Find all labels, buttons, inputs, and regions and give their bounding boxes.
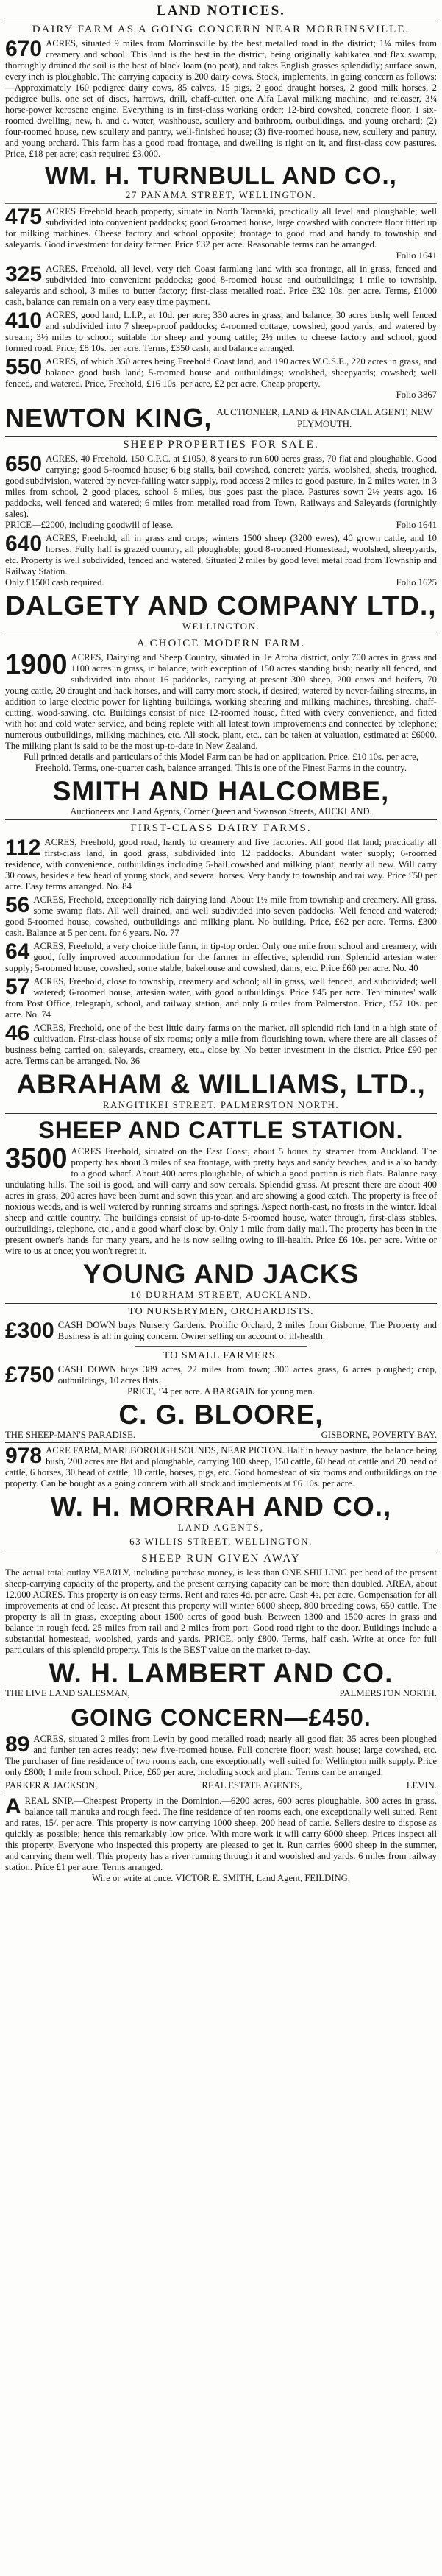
newton-king-banner	[5, 403, 437, 434]
firm-name-smith-halcombe: SMITH AND HALCOMBE,	[52, 776, 390, 806]
ad-670-acres	[5, 38, 437, 160]
ad-lead-number: 46	[5, 1021, 30, 1045]
firm-desc-parker: REAL ESTATE AGENTS,	[202, 1780, 302, 1790]
section-heading-small-farmers: TO SMALL FARMERS.	[163, 1350, 279, 1361]
ad-1900-acres	[5, 649, 437, 774]
ad-475-acres	[5, 206, 437, 261]
cash-required: Only £1500 cash required.	[5, 577, 104, 587]
ad-body: ACRES Freehold, situated on the East Coast, about 5 hours by steamer from Auckland. The property has about 3 miles of sea frontage, with pretty bays and sandy beaches, and is also handy to a good wharf. About 400 acres ploughable, of which a good portion is rich flats. Balance easy undulating hills. The soil is good, and will carry and sow cereals. Splendid grass. At present there are about 400 acres in grass, 200 acres have been burnt and sown this year, and are showing a good catch. The property is free of noxious weeds, and is well watered by running streams and springs. Aspect north-east, no frosts in the winter. Ideal sheep and cattle country. The buildings consist of up-to-date 5-roomed house, water through, first-class stables, outbuildings, telephone, etc., and a good wharf close by. Only 1 mile from daily mail. The property has been in the present owner's hands for many years, and he is now selling owing to ill-health. Price £6 10s. per acre. Write or wire to us at once; you won't regret it.	[5, 1146, 437, 1256]
ad-body: ACRE FARM, MARLBOROUGH SOUNDS, NEAR PICTON. Half in heavy pasture, the balance being bush, 200 acres are flat and ploughable, carrying 100 sheep, 150 cattle, 60 head of cattle and 20 head of cattle, 6 horses, 30 head of cattle, 10 cattle, horses, pigs, etc. Good homestead of six rooms and outbuildings on the property. Can be bought as a going concern with all stock and implements at £6 10s. per acre.	[5, 1445, 437, 1489]
firm-address-turnbull: 27 PANAMA STREET, WELLINGTON.	[125, 189, 317, 200]
price-line: PRICE—£2000, including goodwill of lease.	[5, 520, 174, 530]
firm-name-morrah: W. H. MORRAH AND CO.,	[50, 1492, 392, 1522]
ad-89-acres	[5, 1734, 437, 1778]
section-heading-sheep-run: SHEEP RUN GIVEN AWAY	[141, 1553, 301, 1564]
ad-410-acres	[5, 310, 437, 354]
ad-body: ACRES, Freehold, all in grass and crops; winters 1500 sheep (3200 ewes), 40 grown cattle, and 10 horses. Fully half is grazed country, all ploughable; good 8-roomed Homestead, woolshed, sheepyards, etc. Property is well subdivided, fenced and watered. Situated 2 miles by good level metal road from Township and Railway Station.	[5, 533, 437, 576]
ad-real-snip	[5, 1796, 437, 1884]
ad-lead-number: 112	[5, 836, 41, 860]
ad-640-acres	[5, 533, 437, 588]
ad-325-acres	[5, 264, 437, 308]
ad-lead-number: 650	[5, 452, 43, 476]
firm-location-lambert: PALMERSTON NORTH.	[339, 1688, 437, 1698]
contact-line: Wire or write at once. VICTOR E. SMITH, Land Agent, FEILDING.	[91, 1873, 351, 1883]
ad-lead-number: 3500	[5, 1143, 68, 1174]
price-line: PRICE, £4 per acre. A BARGAIN for young men.	[127, 1386, 315, 1397]
firm-name-turnbull: WM. H. TURNBULL AND CO.,	[45, 162, 397, 189]
ad-46-acres	[5, 1023, 437, 1067]
title-sheep-cattle-station: SHEEP AND CATTLE STATION.	[38, 1117, 404, 1143]
ad-lead-number: 325	[5, 262, 43, 286]
ad-112-acres	[5, 837, 437, 892]
ad-sheep-run	[5, 1567, 437, 1656]
ad-body: ACRES, Freehold, one of the best little dairy farms on the market, all splendid rich land in a high state of cultivation. First-class house of six rooms; only a mile from flourishing town, where there are all classes of business being carried on; saleyards, creamery, etc., close by. No better investment in the district. Price £90 per acre. Terms can be arranged. No. 36	[5, 1023, 437, 1066]
ad-body: ACRES, Freehold, a very choice little farm, in tip-top order. Only one mile from school and creamery, with good, fully improved accommodation for the farmer in effective, splendid run. Splendid artesian water supply; 5-roomed house, cowshed, some stable, bakehouse and cowshed, dams, etc. Price £60 per acre. No. 40	[5, 941, 437, 973]
parker-footer	[5, 1780, 437, 1791]
ad-body: ACRES, situated 2 miles from Levin by good metalled road; nearly all good flat; 35 acres been ploughed and further ten acres ready; new five-roomed house. Full concrete floor; wash house; large cowshed, etc. The purchaser of fine residence of two rooms each, one exceptionally well suited for Wellington milk supply. Price only £800; 1 mile from school. Price, £60 per acre, including stock and plant. Terms can be arranged.	[5, 1734, 437, 1777]
folio-number: Folio 1641	[396, 520, 437, 530]
firm-location-bloore: GISBORNE, POVERTY BAY.	[321, 1430, 437, 1440]
ad-lead-number: 410	[5, 308, 43, 333]
ad-body: REAL SNIP.—Cheapest Property in the Dominion.—6200 acres, 600 acres ploughable, 300 acres in grass, balance tall manuka and rough feed. The fine residence of ten rooms each, one exceptionally well suited. Rent and rates, 15/. per acre. This property is now carrying 1000 sheep, 200 head of cattle. Sellers desire to dispose as quickly as possible; hence this remarkably low price. With more work it will carry 6000 sheep. Prices inspect all this property. Everyone who inspected this property are pleased to get it. Run carries 6000 sheep in the summer, and carrying them well. This property has a river running through it and woolshed and yards. 6 miles from railway station. Price £1 per acre. Terms arranged.	[5, 1796, 437, 1872]
ad-body: ACRES, good land, L.I.P., at 10d. per acre; 330 acres in grass, and balance, 30 acres bush; well fenced and subdivided into 7 sheep-proof paddocks; 4-roomed cottage, cowshed, good yards, and watered by stream; 3½ miles to school; suitable for sheep and young cattle; 2½ miles to cheese factory and school, good formed road. Price, £8 10s. per acre. Terms, £350 cash, and balance arranged.	[5, 310, 437, 353]
ad-lead-letter: A	[5, 1794, 21, 1818]
ad-body: CASH DOWN buys 389 acres, 22 miles from town; 300 acres grass, 6 acres ploughed; crop, outbuildings, 10 acres flats.	[57, 1364, 437, 1386]
ad-body: ACRES, of which 350 acres being Freehold Coast land, and 190 acres W.C.S.E., 220 acres in grass, and balance good bush land; 5-roomed house and outbuildings; woolshed, sheepyards; cowshed; well fenced, and watered. Price, Freehold, £16 10s. per acre, £2 per acre. Cheap property.	[5, 356, 437, 389]
ad-64-acres	[5, 941, 437, 974]
firm-sub-smith-halcombe: Auctioneers and Land Agents, Corner Queen and Swanson Streets, AUCKLAND.	[70, 806, 372, 816]
ad-lead-number: 640	[5, 532, 43, 556]
bloore-footer	[5, 1430, 437, 1441]
ad-body: CASH DOWN buys Nursery Gardens. Prolific Orchard, 2 miles from Gisborne. The Property and Business is all in going concern. Owner selling on account of ill-health.	[57, 1320, 437, 1341]
ad-56-acres	[5, 894, 437, 939]
ad-lead-number: 550	[5, 355, 43, 379]
ad-978-acre-farm	[5, 1445, 437, 1489]
firm-name-parker: PARKER & JACKSON,	[5, 1780, 98, 1790]
divider	[5, 203, 437, 204]
ad-550-acres	[5, 356, 437, 400]
ad-750-cash	[5, 1364, 437, 1397]
section-heading-dairy-farms: FIRST-CLASS DAIRY FARMS.	[130, 822, 312, 834]
ad-lead-number: 64	[5, 939, 30, 964]
ad-lead-number: 57	[5, 975, 30, 999]
firm-address-young-jacks: 10 DURHAM STREET, AUCKLAND.	[130, 1289, 312, 1300]
ad-lead-number: 475	[5, 205, 43, 229]
folio-number: Folio 1625	[396, 577, 437, 587]
firm-name-bloore: C. G. BLOORE,	[118, 1400, 324, 1430]
title-going-concern: GOING CONCERN—£450.	[71, 1704, 371, 1731]
firm-name-dalgety: DALGETY AND COMPANY LTD.,	[5, 590, 437, 621]
section-heading-sheep-properties: SHEEP PROPERTIES FOR SALE.	[123, 439, 319, 451]
ad-lead-number: 978	[5, 1444, 43, 1468]
firm-sub-morrah: LAND AGENTS,	[177, 1522, 265, 1533]
ad-body: ACRES, Freehold, exceptionally rich dairying land. About 1½ mile from township and creamery. All grass, some swamp flats. All well drained, and well subdivided into seven paddocks. Well fenced and watered; good 5-roomed house, cowshed, outbuildings and milking plant. No building. Price, £62 per acre. Terms, £300 cash. Balance at 5 per cent. for 6 years. No. 77	[5, 894, 437, 938]
column-heading: LAND NOTICES.	[157, 3, 285, 18]
divider	[5, 1303, 437, 1304]
ad-lead-number: 89	[5, 1732, 30, 1757]
ad-body: The actual total outlay YEARLY, including purchase money, is less than ONE SHILLING per head of the present sheep-carrying capacity of the property, and the present carrying capacity can be more than doubled. AREA, about 12,000 ACRES. This property is on easy terms. Rent and rates 4d. per acre. Cash 4s. per acre. Compensation for all improvements at end of lease. At present this property will winter 6000 sheep, 800 breeding cows, 650 cattle. The property is all in grass, excepting about 1500 acres of good bush. Between 1300 and 1500 acres in grass and balance in rough feed. 25 miles from rail and 2 miles from port. Good road right to the door. Buildings include a substantial homestead, woolshed, yards and yards. PRICE, only £800. Terms, half cash. Write at once for full particulars of this splendid property. This is the BEST value on the market to-day.	[5, 1567, 437, 1655]
ad-57-acres	[5, 976, 437, 1020]
firm-name-abraham-williams: ABRAHAM & WILLIAMS, LTD.,	[16, 1069, 426, 1099]
ad-650-acres	[5, 454, 437, 531]
firm-address-morrah: 63 WILLIS STREET, WELLINGTON.	[129, 1536, 313, 1547]
ad-lead-number: 1900	[5, 649, 68, 680]
firm-address-dalgety: WELLINGTON.	[182, 621, 260, 632]
firm-name-young-jacks: YOUNG AND JACKS	[82, 1259, 360, 1289]
ad-body: ACRES, situated 9 miles from Morrinsville by the best metalled road in the district; 1¼ miles from creamery and school. This land is the best in the district, being originally kahikatea and flax swamp, thoroughly drained the soil is the best of black loam (no peat), and takes English grasses splendidly; surface sown, every inch is ploughable. The carrying capacity is 200 dairy cows. Stock, implements, in going concern as follows:—Approximately 160 pedigree dairy cows, 85 calves, 15 pigs, 2 good draught horses, 2 good milk horses, 2 pedigree bulls, one set of discs, harrows, drill, chaff-cutter, one Alfa Laval milking machine, and releaser, 3¼ horse-power kerosene engine. Everything is in first-class working order; 12-bird cowshed, concrete floor, 1 six-roomed dwelling, new, h. and c. water, washhouse, scullery and bathroom, outbuildings, and young orchard; (2) four-roomed house, new scullery and pantry, well-finished house; (3) five-roomed house, new, scullery and pantry, and young orchard. This farm has a good road frontage, and dwelling is right on it, and first-class cow pastures. Price, £18 per acre; cash required £3,000.	[5, 38, 437, 159]
folio-number: Folio 3867	[396, 389, 437, 400]
divider	[135, 1346, 307, 1347]
ad-body: ACRES, 40 Freehold, 150 C.P.C. at £1050, 8 years to run 600 acres grass, 70 flat and ploughable. Good carrying; good 5-roomed house; 6 big stalls, bail cowshed, concrete yards, woolshed, sheds, troughed, good subdivision, watered by never-failing water supply, road access 2 miles to good pasture, in 2 miles water, in 3 miles from school, 2 good places, school 6 miles, bus goes past the place. Pastures sown 2½ years ago. 16 paddocks, well fenced and watered; 6 miles from metalled road from Town, Railways and Saleyards (fortnightly sales).	[5, 454, 437, 519]
lambert-footer	[5, 1688, 437, 1699]
ad-body: ACRES, Freehold, close to township, creamery and school; all in grass, well fenced, and subdivided; well watered; 6-roomed house, artesian water, with good outbuildings. Price £45 per acre. Ten minutes' walk from Post Office, telegraph, school, and railway station, and only 6 miles from Palmerston. Price, £57 10s. per acre. No. 74	[5, 976, 437, 1020]
firm-address-abraham-williams: RANGITIKEI STREET, PALMERSTON NORTH.	[102, 1099, 340, 1110]
firm-name-newton-king: NEWTON KING,	[5, 403, 213, 433]
ad-body: ACRES, Freehold, good road, handy to creamery and five factories. All good flat land; practically all first-class land, in good grass, subdivided into 12 paddocks. Abundant water supply; 6-roomed residence, with convenience, outbuildings including 5-bail cowshed and milking plant, nearly all new. Will carry 30 cows, besides a few head of young stock, and several horses. Very handy to township and railway. Price £50 per acre. Easy terms arranged. No. 84	[5, 837, 437, 892]
folio-number: Folio 1641	[396, 250, 437, 261]
ad-lead-number: £300	[5, 1319, 54, 1343]
ad-body: ACRES, Dairying and Sheep Country, situated in Te Aroha district, only 700 acres in grass and 1100 acres in grass, in balance, with exception of 150 acres standing bush; nearly all fenced, and subdivided into about 16 paddocks, carrying at present 300 sheep, 200 cows and heifers, 70 young cattle, 20 draught and hack horses, and will carry more stock, if desired; watered by never-failing streams, in addition to large electric power for lighting buildings, working shearing and milking machines, threshing, chaff-cutting, wood-sawing, etc. Buildings consist of nice 12-roomed house, fitted with every convenience, and fitted with hot and cold water service, and being replete with all latest town improvements and connected by telephone; numerous outbuildings, milking machines, etc. All stock, plant, etc., can be taken at valuation, estimated at £6000. The milking plant is said to be the most up-to-date in New Zealand.	[5, 652, 437, 751]
price-line: Full printed details and particulars of this Model Farm can be had on application. Price, £10 10s. per acre, Freehold. Terms, one-quarter cash, balance arranged. This is one of the Finest Farms in the country.	[24, 752, 418, 773]
firm-tagline-bloore: THE SHEEP-MAN'S PARADISE.	[5, 1430, 135, 1440]
firm-location-parker: LEVIN.	[406, 1780, 437, 1790]
firm-name-lambert: W. H. LAMBERT AND CO.	[49, 1658, 393, 1688]
ad-3500-acres	[5, 1143, 437, 1257]
ad-lead-number: 56	[5, 893, 30, 917]
section-heading-nurserymen: TO NURSERYMEN, ORCHARDISTS.	[128, 1306, 314, 1317]
divider	[5, 1113, 437, 1114]
divider	[5, 436, 437, 437]
ad-lead-number: 670	[5, 37, 43, 61]
divider	[5, 1442, 437, 1443]
ad-body: ACRES Freehold beach property, situate in North Taranaki, practically all level and ploughable; well subdivided into convenient paddocks; good 6-roomed house, large cowshed with concrete floor fitted up for milking machines. Cheese factory and school opposite; frontage to good road and handy to township and saleyards. Good investment for dairy farmer. Price £32 per acre. Reasonable terms can be arranged.	[5, 206, 437, 250]
ad-300-cash	[5, 1320, 437, 1342]
firm-desc-newton-king: AUCTIONEER, LAND & FINANCIAL AGENT, NEW PLYMOUTH.	[216, 406, 432, 429]
section-heading-modern-farm: A CHOICE MODERN FARM.	[136, 638, 306, 649]
ad-lead-number: £750	[5, 1363, 54, 1387]
section-heading-dairy-farm: DAIRY FARM AS A GOING CONCERN NEAR MORRINSVILLE.	[32, 24, 410, 35]
firm-tagline-lambert: THE LIVE LAND SALESMAN,	[5, 1688, 130, 1698]
ad-body: ACRES, Freehold, all level, very rich Coast farmlang land with sea frontage, all in grass, fenced and subdivided into convenient paddocks; good 8-roomed house and outbuildings; 1 mile to township, saleyards and school, 3 miles to butter factory; first-class metalled road. Price £32 10s. per acre. Terms, £1000 cash, balance can remain on a very easy time payment.	[5, 264, 437, 307]
divider	[5, 819, 437, 820]
